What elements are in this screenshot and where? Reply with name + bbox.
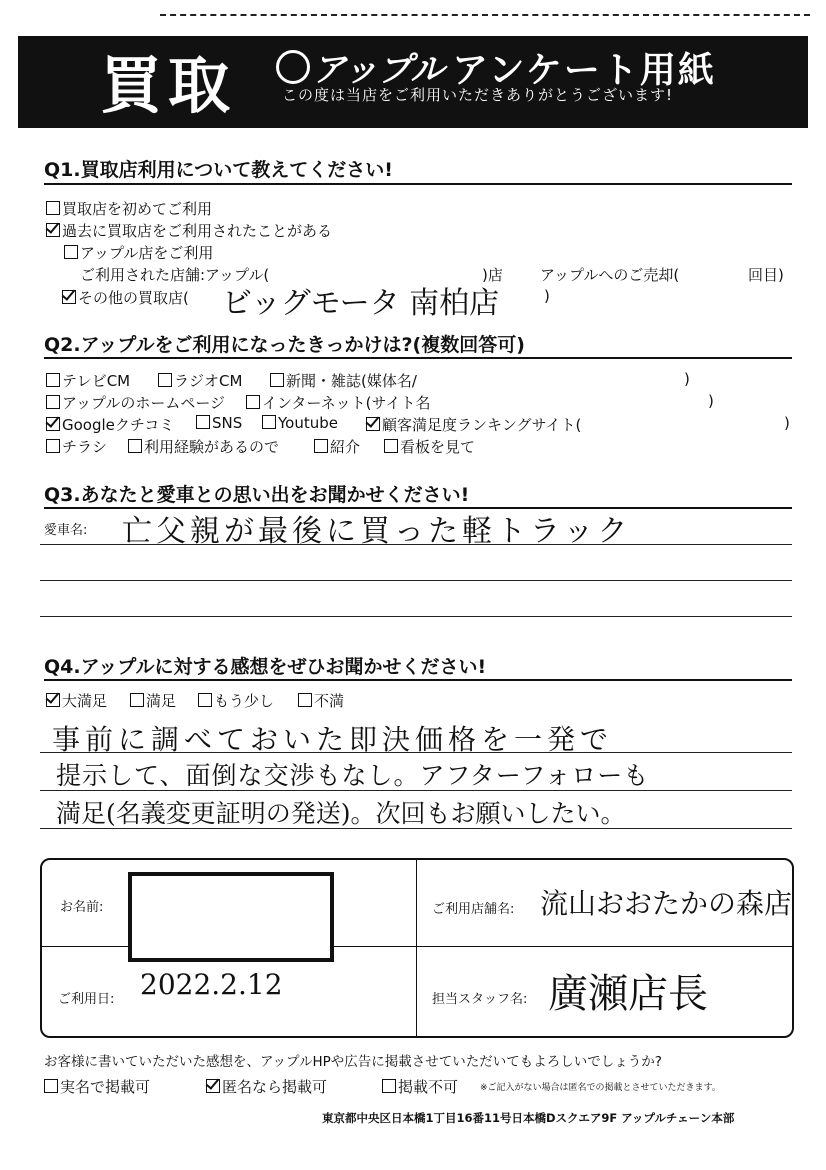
q4-ruled-line-1 xyxy=(40,752,792,753)
q2-option-homepage[interactable]: アップルのホームページ xyxy=(46,392,225,413)
q1-store-suffix: )店 xyxy=(482,266,503,284)
q4-divider xyxy=(44,679,792,681)
brand-logo-text: アップル xyxy=(312,50,445,90)
q1-option-apple[interactable]: アップル店をご利用 xyxy=(64,242,213,263)
q1-other-close: ) xyxy=(544,287,550,305)
q4-comment-line-2: 提示して、面倒な交渉もなし。アフターフォローも xyxy=(56,761,650,790)
usage-date-label: ご利用日: xyxy=(58,992,115,1007)
q1-option-first[interactable]: 買取店を初めてご利用 xyxy=(46,198,212,219)
q4-ruled-line-2 xyxy=(40,790,792,791)
card-vertical-divider xyxy=(416,858,417,1036)
q1-option-other[interactable]: その他の買取店( xyxy=(62,287,189,308)
top-dashed-line xyxy=(160,14,810,16)
checkbox-icon[interactable] xyxy=(270,373,284,387)
q3-ruled-line-3 xyxy=(40,616,792,617)
name-redaction-box xyxy=(128,872,334,962)
checkbox-checked-icon[interactable] xyxy=(46,693,60,707)
checkbox-icon[interactable] xyxy=(262,415,276,429)
checkbox-icon[interactable] xyxy=(382,1079,396,1093)
usage-date-value: 2022.2.12 xyxy=(140,968,283,1001)
checkbox-icon[interactable] xyxy=(46,439,60,453)
q2-ranking-close: ) xyxy=(784,414,790,432)
q2-option-tv[interactable]: テレビCM xyxy=(46,370,130,391)
q2-option-signboard[interactable]: 看板を見て xyxy=(384,436,475,457)
page-subtitle: この度は当店をご利用いただきありがとうございます! xyxy=(282,86,674,104)
page-title: アンケート用紙 xyxy=(452,50,716,91)
q4-option-very-satisfied[interactable]: 大満足 xyxy=(46,690,107,711)
checkbox-icon[interactable] xyxy=(44,1079,58,1093)
checkbox-checked-icon[interactable] xyxy=(46,417,60,431)
checkbox-icon[interactable] xyxy=(158,373,172,387)
q2-internet-close: ) xyxy=(708,392,714,410)
q3-title: Q3.あなたと愛車との思い出をお聞かせください! xyxy=(44,484,470,506)
consent-option-real-name[interactable]: 実名で掲載可 xyxy=(44,1076,150,1097)
checkbox-icon[interactable] xyxy=(196,415,210,429)
checkbox-icon[interactable] xyxy=(130,693,144,707)
consent-option-anonymous[interactable]: 匿名なら掲載可 xyxy=(206,1076,327,1097)
consent-note: ※ご記入がない場合は匿名での掲載とさせていただきます。 xyxy=(480,1083,721,1093)
q2-option-referral[interactable]: 紹介 xyxy=(314,436,360,457)
q2-option-ranking[interactable]: 顧客満足度ランキングサイト( xyxy=(366,414,581,435)
q1-other-handwritten: ビッグモータ 南柏店 xyxy=(222,286,500,321)
q2-option-google[interactable]: Googleクチコミ xyxy=(46,414,174,435)
q1-store-prefix: ご利用された店舗:アップル( xyxy=(80,266,270,284)
staff-name-label: 担当スタッフ名: xyxy=(432,992,528,1007)
q4-comment-line-1: 事前に調べておいた即決価格を一発で xyxy=(52,723,614,756)
checkbox-icon[interactable] xyxy=(128,439,142,453)
checkbox-icon[interactable] xyxy=(298,693,312,707)
consent-option-not-allowed[interactable]: 掲載不可 xyxy=(382,1076,458,1097)
q4-comment-line-3: 満足(名義変更証明の発送)。次回もお願いしたい。 xyxy=(56,799,626,828)
q2-option-radio[interactable]: ラジオCM xyxy=(158,370,242,391)
q3-car-label: 愛車名: xyxy=(44,523,88,538)
q1-option-past[interactable]: 過去に買取店をご利用されたことがある xyxy=(46,220,332,241)
q4-option-a-bit-more[interactable]: もう少し xyxy=(198,690,274,711)
checkbox-checked-icon[interactable] xyxy=(62,290,76,304)
q2-divider xyxy=(44,357,792,359)
q2-option-experience[interactable]: 利用経験があるので xyxy=(128,436,279,457)
q2-option-internet[interactable]: インターネット(サイト名 xyxy=(246,392,430,413)
checkbox-icon[interactable] xyxy=(46,373,60,387)
consent-question: お客様に書いていただいた感想を、アップルHPや広告に掲載させていただいてもよろしいでしょうか? xyxy=(44,1054,662,1070)
checkbox-checked-icon[interactable] xyxy=(46,223,60,237)
q3-car-handwritten: 亡父親が最後に買った軽トラック xyxy=(122,514,632,549)
q1-sales-prefix: アップルへのご売却( xyxy=(540,266,680,284)
q1-sales-suffix: 回目) xyxy=(748,266,784,284)
q4-ruled-line-3 xyxy=(40,828,792,829)
q2-option-sns[interactable]: SNS xyxy=(196,414,242,432)
checkbox-icon[interactable] xyxy=(314,439,328,453)
q4-option-satisfied[interactable]: 満足 xyxy=(130,690,176,711)
q1-divider xyxy=(44,183,792,185)
q1-title: Q1.買取店利用について教えてください! xyxy=(44,159,393,181)
apple-logo-icon xyxy=(276,50,310,84)
checkbox-checked-icon[interactable] xyxy=(206,1079,220,1093)
staff-name-value: 廣瀬店長 xyxy=(548,971,708,1017)
q2-option-flyer[interactable]: チラシ xyxy=(46,436,107,457)
name-label: お名前: xyxy=(60,900,104,915)
checkbox-icon[interactable] xyxy=(246,395,260,409)
store-name-value: 流山おおたかの森店 xyxy=(540,887,793,920)
footer-address: 東京都中央区日本橋1丁目16番11号日本橋Dスクエア9F アップルチェーン本部 xyxy=(322,1111,735,1125)
q4-title: Q4.アップルに対する感想をぜひお聞かせください! xyxy=(44,656,487,678)
kaitori-heading: 買取 xyxy=(100,49,237,122)
q4-option-unsatisfied[interactable]: 不満 xyxy=(298,690,344,711)
checkbox-icon[interactable] xyxy=(64,245,78,259)
store-name-label: ご利用店舗名: xyxy=(432,902,515,917)
q2-title: Q2.アップルをご利用になったきっかけは?(複数回答可) xyxy=(44,334,525,356)
checkbox-icon[interactable] xyxy=(198,693,212,707)
q3-ruled-line-2 xyxy=(40,580,792,581)
checkbox-icon[interactable] xyxy=(46,201,60,215)
q3-ruled-line-1 xyxy=(40,544,792,545)
checkbox-icon[interactable] xyxy=(46,395,60,409)
q2-option-paper[interactable]: 新聞・雑誌(媒体名/ xyxy=(270,370,417,391)
checkbox-icon[interactable] xyxy=(384,439,398,453)
checkbox-checked-icon[interactable] xyxy=(366,417,380,431)
q2-option-youtube[interactable]: Youtube xyxy=(262,414,338,432)
q2-paper-close: ) xyxy=(684,370,690,388)
